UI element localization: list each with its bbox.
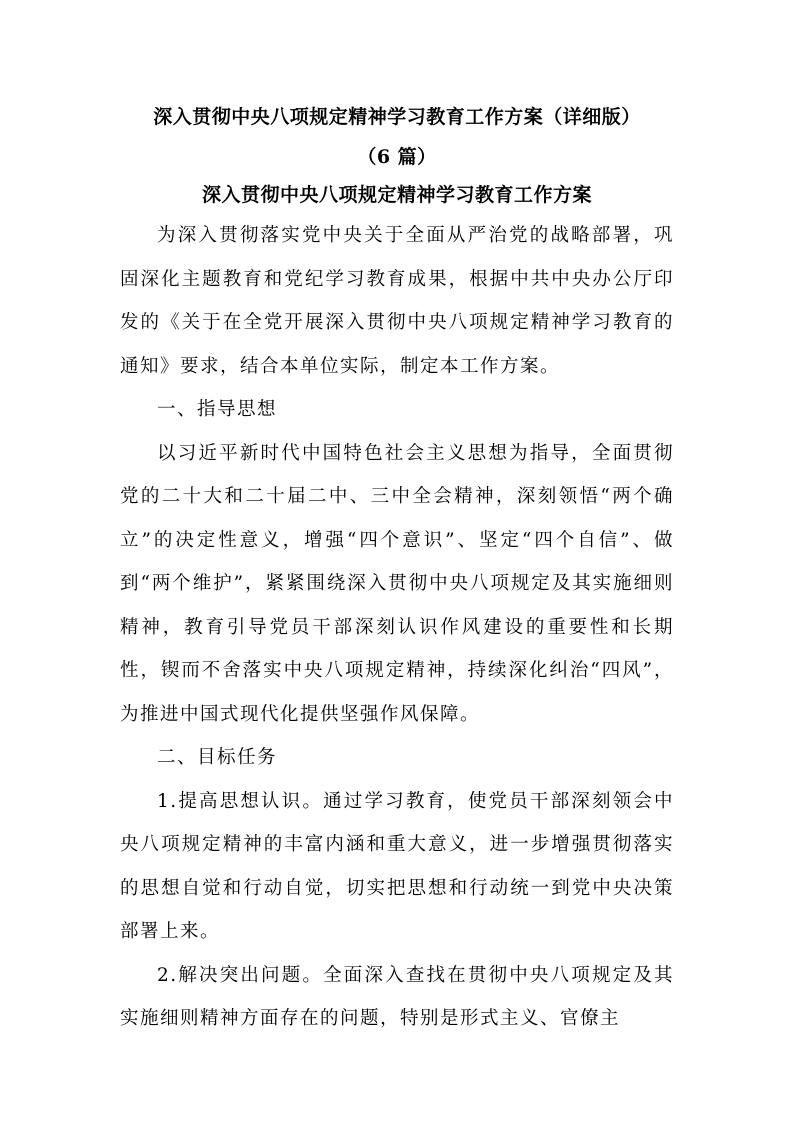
document-title: 深入贯彻中央八项规定精神学习教育工作方案（详细版） xyxy=(153,106,641,128)
section-heading-goals: 二、目标任务 xyxy=(157,747,278,768)
document-body xyxy=(120,96,674,1041)
goal-item-1: 1.提高思想认识。通过学习教育，使党员干部深刻领会中央八项规定精神的丰富内涵和重大意义，进一步增强贯彻落实的思想自觉和行动自觉，切实把思想和行动统一到党中央决策部署上来。 xyxy=(120,790,674,942)
section-heading-guiding-ideology: 一、指导思想 xyxy=(157,399,278,420)
document-subtitle: 深入贯彻中央八项规定精神学习教育工作方案 xyxy=(201,184,592,206)
intro-paragraph: 为深入贯彻落实党中央关于全面从严治党的战略部署，巩固深化主题教育和党纪学习教育成果，根据中共中央办公厅印发的《关于在全党开展深入贯彻中央八项规定精神学习教育的通知》要求，结合本单位实际，制定本工作方案。 xyxy=(120,225,674,377)
guiding-ideology-paragraph: 以习近平新时代中国特色社会主义思想为指导，全面贯彻党的二十大和二十届二中、三中全会精神，深刻领悟“两个确立”的决定性意义，增强“四个意识”、坚定“四个自信”、做到“两个维护”，紧紧围绕深入贯彻中央八项规定及其实施细则精神，教育引导党员干部深刻认识作风建设的重要性和长期性，锲而不舍落实中央八项规定精神，持续深化纠治“四风”，为推进中国式现代化提供坚强作风保障。 xyxy=(120,442,674,725)
goal-item-2: 2.解决突出问题。全面深入查找在贯彻中央八项规定及其实施细则精神方面存在的问题，特别是形式主义、官僚主 xyxy=(120,964,674,1029)
document-title-count: （6 篇） xyxy=(357,146,437,168)
